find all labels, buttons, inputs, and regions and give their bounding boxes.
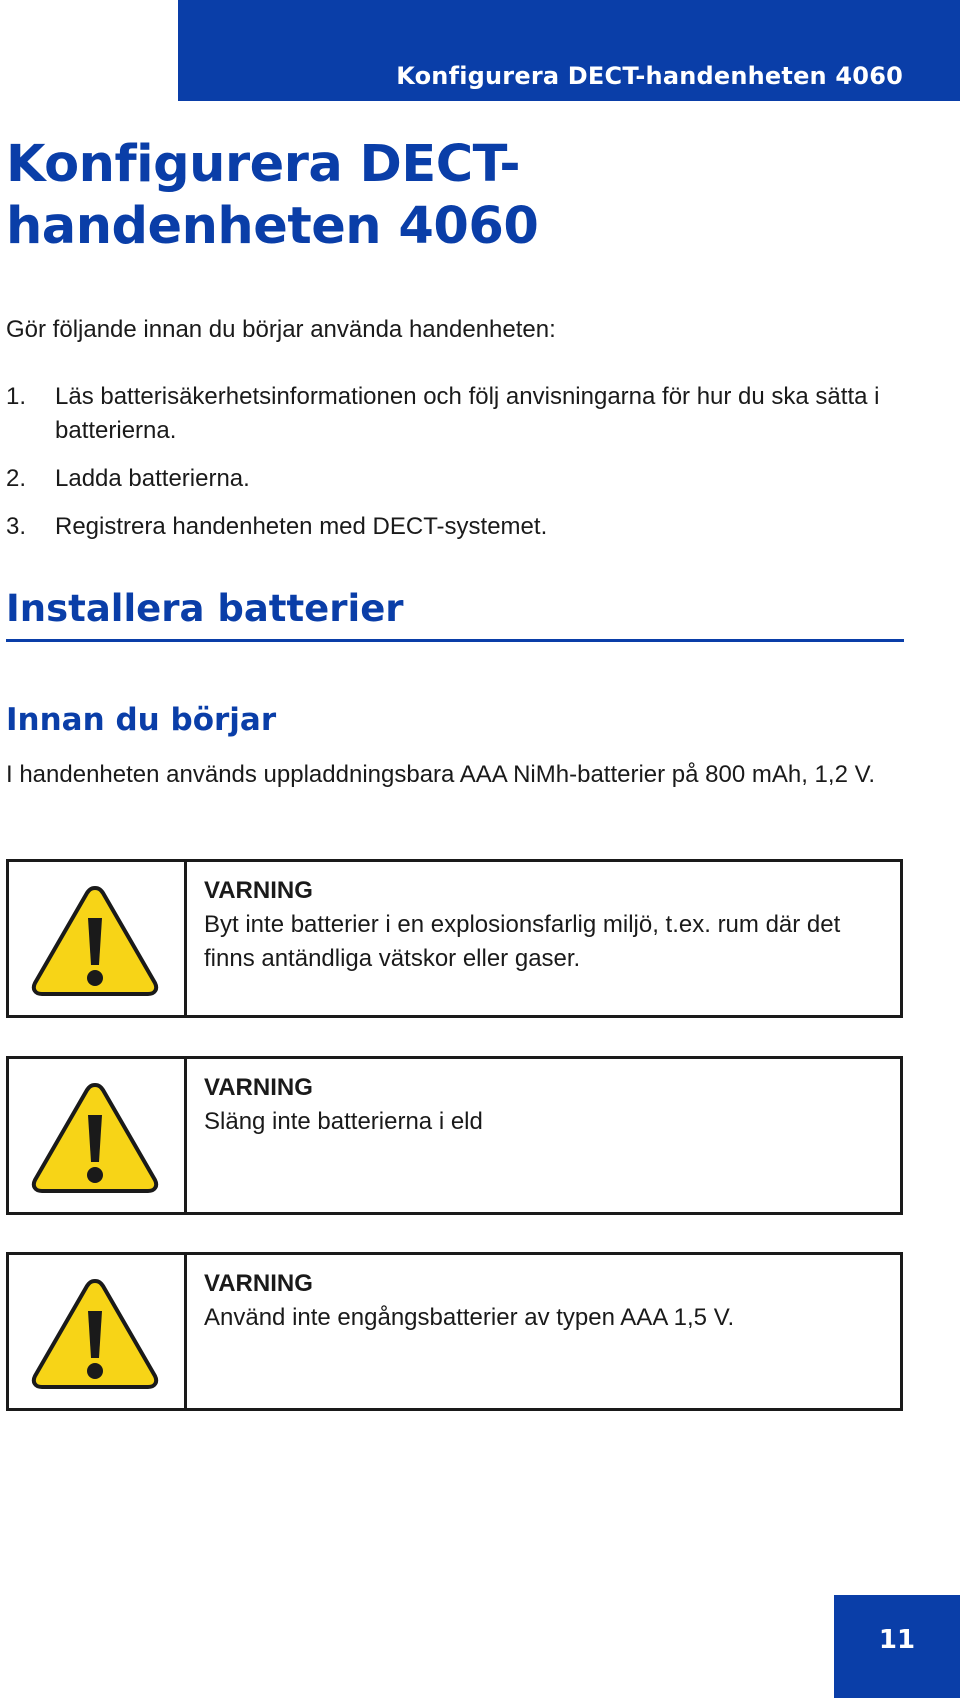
step-text: Registrera handenheten med DECT-systemet. <box>55 513 548 540</box>
running-header-title: Konfigurera DECT-handenheten 4060 <box>396 62 903 90</box>
section-divider <box>6 639 904 642</box>
step-number: 1. <box>6 383 27 410</box>
step-text: Ladda batterierna. <box>55 465 250 492</box>
warning-text-cell <box>204 1267 890 1335</box>
warning-text: Använd inte engångsbatterier av typen AAA 1,5 V. <box>204 1304 735 1331</box>
battery-spec-text: I handenheten används uppladdningsbara AAA NiMh-batterier på 800 mAh, 1,2 V. <box>6 761 876 788</box>
warning-triangle-icon <box>31 1079 159 1195</box>
header-band <box>178 0 960 101</box>
warning-triangle-icon <box>31 1275 159 1391</box>
warning-text-cell <box>204 1071 890 1139</box>
step-number: 2. <box>6 465 27 492</box>
warning-icon-cell <box>9 1255 187 1408</box>
page-number-box <box>834 1595 960 1698</box>
warning-icon-cell <box>9 862 187 1015</box>
warning-triangle-icon <box>31 882 159 998</box>
subsection-title: Innan du börjar <box>6 702 277 738</box>
page-title: Konfigurera DECT-handenheten 4060 <box>6 135 539 256</box>
warning-text: Släng inte batterierna i eld <box>204 1108 483 1135</box>
warning-label: VARNING <box>204 877 313 904</box>
step-number: 3. <box>6 513 27 540</box>
warning-text: Byt inte batterier i en explosionsfarlig miljö, t.ex. rum där det finns antändliga vätskor eller gaser. <box>204 911 841 972</box>
page-number: 11 <box>878 1625 916 1655</box>
steps-list <box>6 380 906 558</box>
warning-label: VARNING <box>204 1074 313 1101</box>
warning-box <box>6 1056 903 1215</box>
warning-box <box>6 1252 903 1411</box>
list-item <box>6 510 906 544</box>
warning-icon-cell <box>9 1059 187 1212</box>
step-text: Läs batterisäkerhetsinformationen och följ anvisningarna för hur du ska sätta i batterierna. <box>55 383 880 444</box>
warning-label: VARNING <box>204 1270 313 1297</box>
list-item <box>6 462 906 496</box>
warning-text-cell <box>204 874 890 976</box>
intro-text: Gör följande innan du börjar använda handenheten: <box>6 316 556 343</box>
list-item <box>6 380 906 448</box>
warning-box <box>6 859 903 1018</box>
section-title: Installera batterier <box>6 587 404 630</box>
